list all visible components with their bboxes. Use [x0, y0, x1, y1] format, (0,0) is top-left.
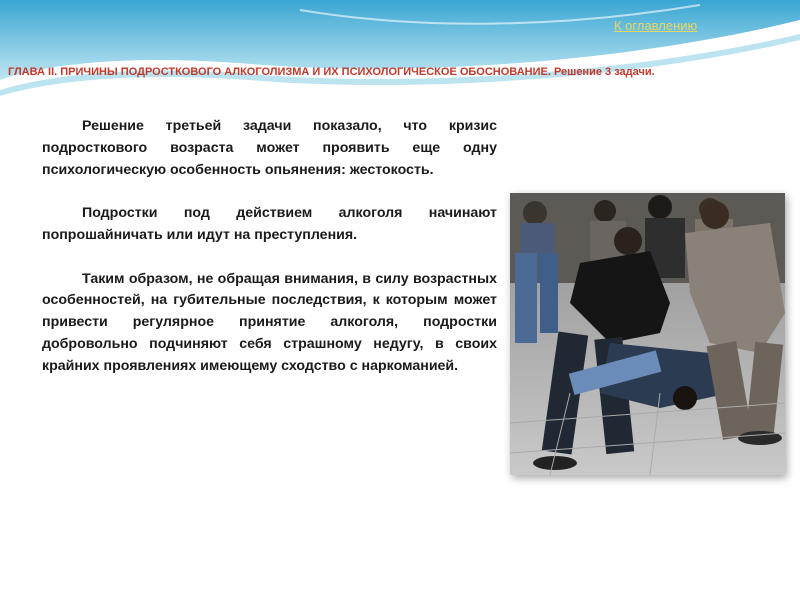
paragraph-1: Решение третьей задачи показало, что кризис подросткового возраста может проявить еще одну психологическую особенность опьянения: жестокость.: [42, 118, 497, 178]
slide-title: [8, 66, 798, 78]
paragraph-2: Подростки под действием алкоголя начинают попрошайничать или идут на преступления.: [42, 205, 497, 243]
body-text: [42, 116, 497, 399]
header-wave-decoration: [0, 0, 800, 100]
title-main: ГЛАВА II. ПРИЧИНЫ ПОДРОСТКОВОГО АЛКОГОЛИЗМА И ИХ ПСИХОЛОГИЧЕСКОЕ ОБОСНОВАНИЕ.: [8, 66, 551, 78]
title-suffix: Решение 3 задачи.: [553, 66, 655, 78]
table-of-contents-link[interactable]: К оглавлению: [614, 18, 698, 33]
street-fight-photo: [510, 193, 785, 475]
paragraph-3: Таким образом, не обращая внимания, в силу возрастных особенностей, на губительные последствия, к которым может привести регулярное принятие алкоголя, подростки добровольно подчиняют себя страшному недугу, в своих крайних проявлениях имеющему сходство с наркоманией.: [42, 270, 497, 374]
